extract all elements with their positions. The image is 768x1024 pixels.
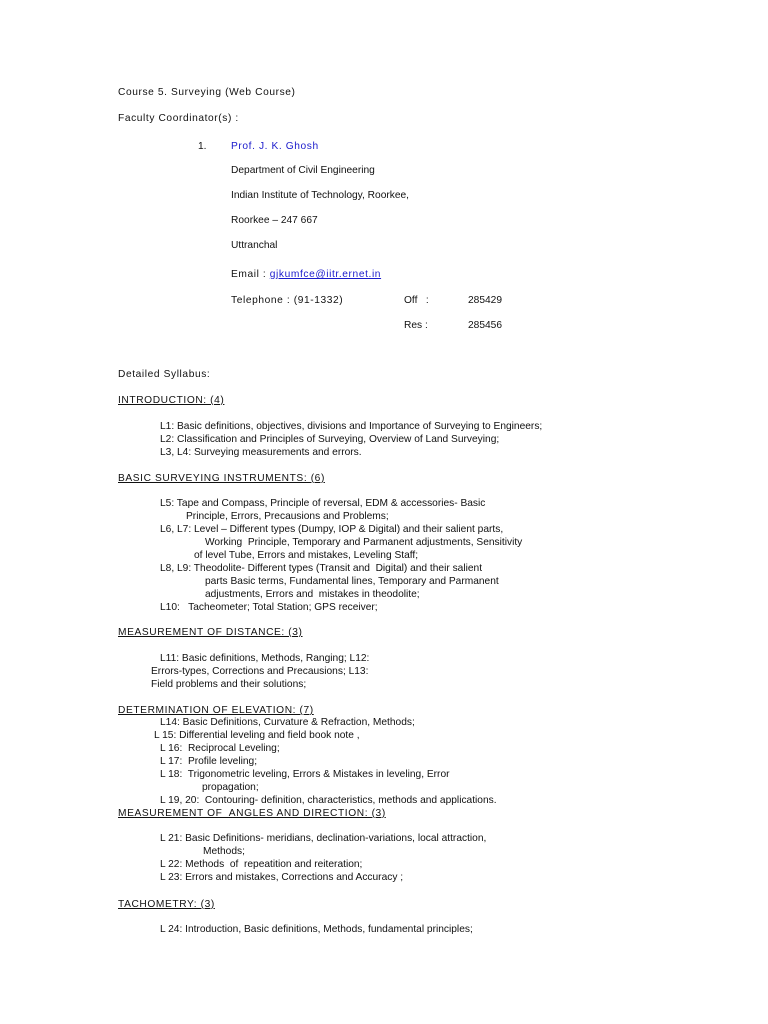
syllabus-line: L2: Classification and Principles of Surveying, Overview of Land Surveying; [160, 434, 500, 445]
syllabus-line: adjustments, Errors and mistakes in theodolite; [205, 589, 420, 600]
coordinator-name: Prof. J. K. Ghosh [231, 141, 319, 152]
office-label: Off : [404, 295, 429, 306]
syllabus-line: L 24: Introduction, Basic definitions, Methods, fundamental principles; [160, 924, 473, 935]
syllabus-line: L10: Tacheometer; Total Station; GPS receiver; [160, 602, 378, 613]
syllabus-line: L 15: Differential leveling and field book note , [154, 730, 360, 741]
syllabus-line: Field problems and their solutions; [151, 679, 307, 690]
syllabus-line: Methods; [203, 846, 245, 857]
syllabus-line: L 19, 20: Contouring- definition, characteristics, methods and applications. [160, 795, 497, 806]
email-row [231, 268, 381, 281]
coordinators-label: Faculty Coordinator(s) : [118, 113, 239, 124]
coordinator-department: Department of Civil Engineering [231, 165, 375, 176]
syllabus-line: L5: Tape and Compass, Principle of reversal, EDM & accessories- Basic [160, 498, 486, 509]
coordinator-city: Roorkee – 247 667 [231, 215, 318, 226]
section-heading-elevation: DETERMINATION OF ELEVATION: (7) [118, 705, 314, 716]
syllabus-line: Working Principle, Temporary and Parmanent adjustments, Sensitivity [205, 537, 523, 548]
syllabus-line: Errors-types, Corrections and Precausions; L13: [151, 666, 369, 677]
syllabus-line: parts Basic terms, Fundamental lines, Temporary and Parmanent [205, 576, 499, 587]
section-heading-distance: MEASUREMENT OF DISTANCE: (3) [118, 627, 303, 638]
section-heading-angles: MEASUREMENT OF ANGLES AND DIRECTION: (3) [118, 808, 386, 819]
section-heading-instruments: BASIC SURVEYING INSTRUMENTS: (6) [118, 473, 325, 484]
syllabus-line: L 17: Profile leveling; [160, 756, 258, 767]
telephone-label: Telephone : (91-1332) [231, 295, 344, 306]
syllabus-line: Principle, Errors, Precausions and Problems; [186, 511, 389, 522]
syllabus-line: L11: Basic definitions, Methods, Ranging; L12: [160, 653, 370, 664]
course-title: Course 5. Surveying (Web Course) [118, 87, 296, 98]
email-link[interactable]: gjkumfce@iitr.ernet.in [269, 269, 382, 280]
residence-number: 285456 [468, 320, 502, 331]
syllabus-line: of level Tube, Errors and mistakes, Leveling Staff; [194, 550, 419, 561]
syllabus-line: propagation; [202, 782, 259, 793]
syllabus-line: L 21: Basic Definitions- meridians, declination-variations, local attraction, [160, 833, 487, 844]
syllabus-line: L 22: Methods of repeatition and reiteration; [160, 859, 363, 870]
coordinator-number: 1. [198, 141, 207, 152]
syllabus-line: L3, L4: Surveying measurements and errors. [160, 447, 362, 458]
residence-label: Res : [404, 320, 428, 331]
syllabus-line: L 23: Errors and mistakes, Corrections and Accuracy ; [160, 872, 404, 883]
syllabus-line: L8, L9: Theodolite- Different types (Transit and Digital) and their salient [160, 563, 483, 574]
coordinator-institute: Indian Institute of Technology, Roorkee, [231, 190, 410, 201]
syllabus-line: L 16: Reciprocal Leveling; [160, 743, 280, 754]
office-number: 285429 [468, 295, 502, 306]
email-label: Email : [231, 269, 270, 280]
syllabus-line: L6, L7: Level – Different types (Dumpy, IOP & Digital) and their salient parts, [160, 524, 504, 535]
coordinator-state: Uttranchal [231, 240, 278, 251]
syllabus-heading: Detailed Syllabus: [118, 369, 211, 380]
syllabus-line: L1: Basic definitions, objectives, divisions and Importance of Surveying to Engineers; [160, 421, 543, 432]
section-heading-tachometry: TACHOMETRY: (3) [118, 899, 215, 910]
syllabus-line: L14: Basic Definitions, Curvature & Refraction, Methods; [160, 717, 415, 728]
section-heading-introduction: INTRODUCTION: (4) [118, 395, 225, 406]
syllabus-line: L 18: Trigonometric leveling, Errors & Mistakes in leveling, Error [160, 769, 450, 780]
